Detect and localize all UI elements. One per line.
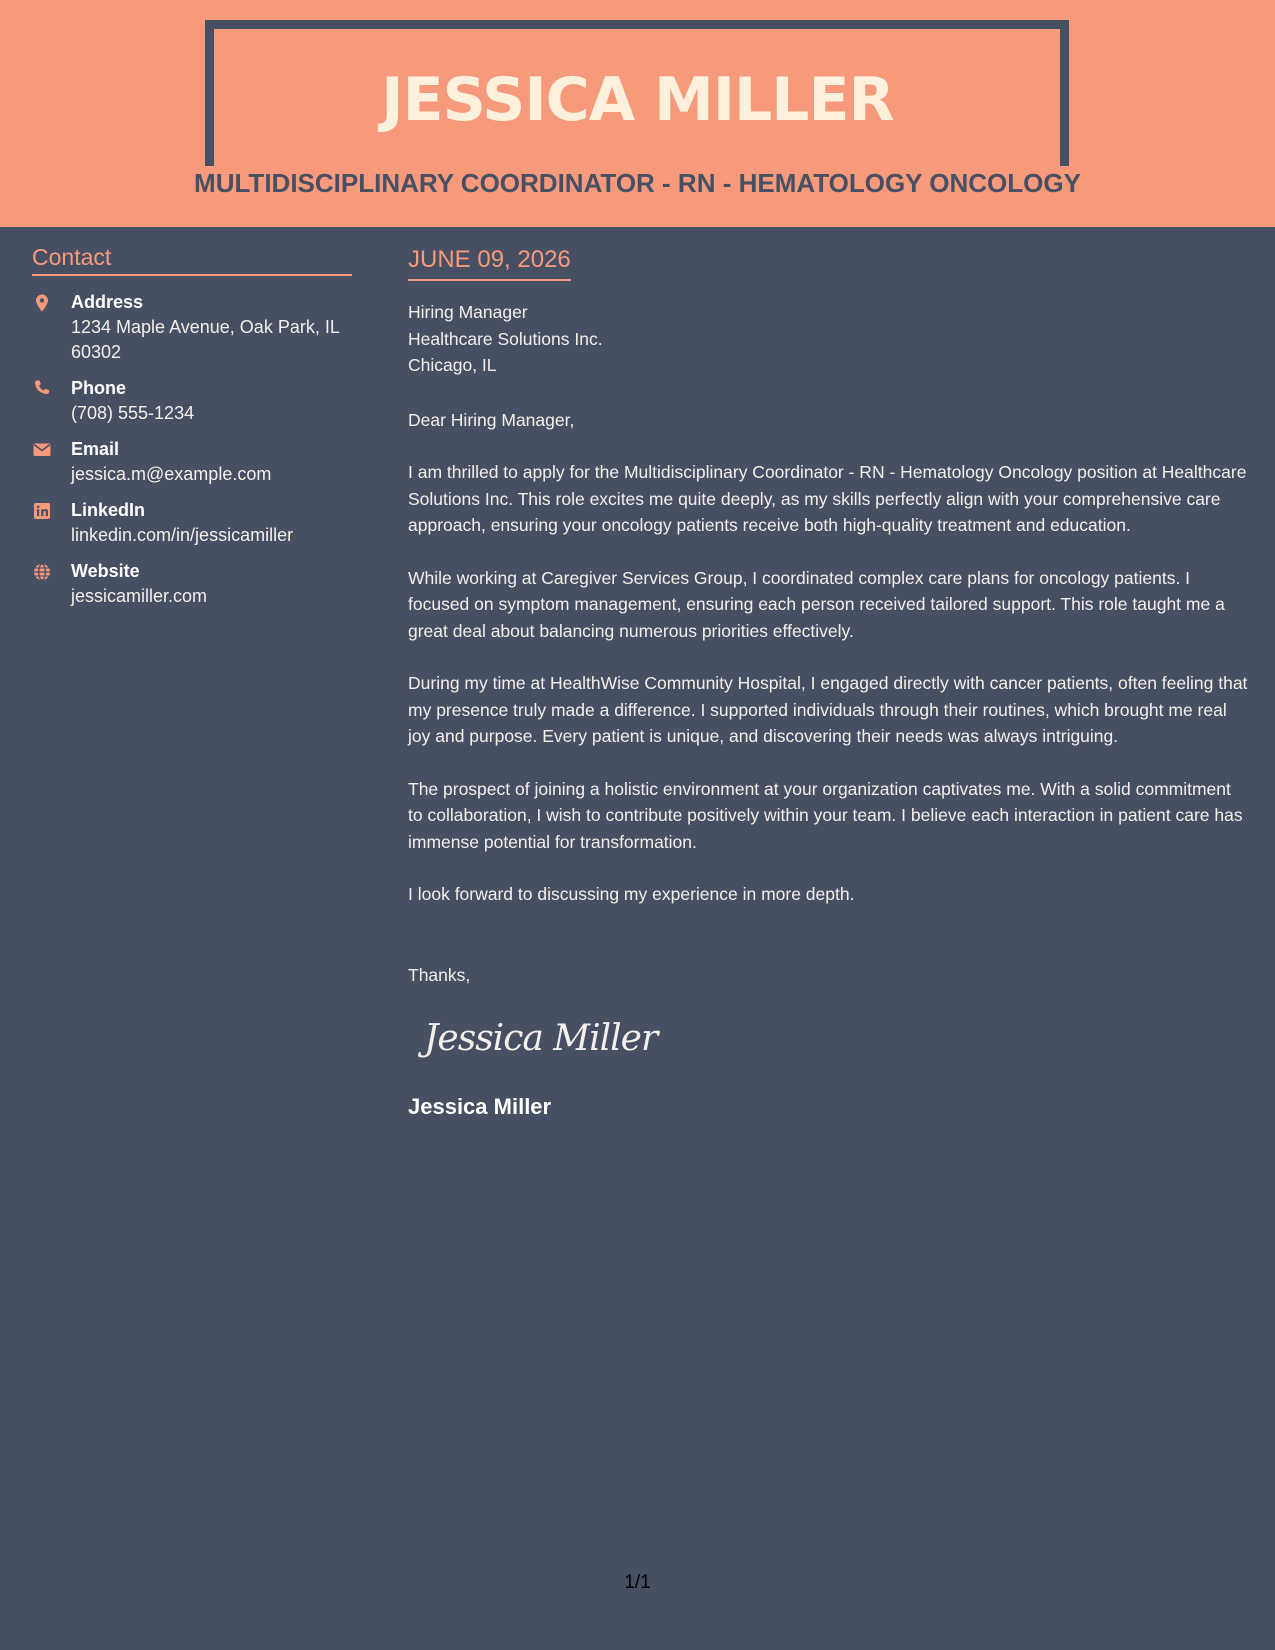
- paragraph: While working at Caregiver Services Group, I coordinated complex care plans for oncology patients. I focused on symptom management, ensuring each person received tailored support. This role taught me a great deal about balancing numerous priorities effectively.: [408, 567, 1225, 641]
- paragraph: During my time at HealthWise Community Hospital, I engaged directly with cancer patients, often feeling that my presence truly made a difference. I supported individuals through their routines, which brought me real joy and purpose. Every patient is unique, and discovering their needs was always intriguing.: [408, 673, 1248, 746]
- map-pin-icon: [32, 293, 52, 313]
- salutation: Dear Hiring Manager,: [408, 409, 575, 430]
- contact-heading: Contact: [32, 242, 352, 276]
- signature: Jessica Miller: [424, 1018, 658, 1059]
- letter-body: [408, 244, 1248, 1122]
- signed-name: Jessica Miller: [408, 1094, 552, 1119]
- recipient-line: Hiring Manager: [408, 302, 528, 322]
- paragraph: I am thrilled to apply for the Multidisciplinary Coordinator - RN - Hematology Oncology position at Healthcare Solutions Inc. This role excites me quite deeply, as my skills perfectly align with your comprehensive care approach, ensuring your oncology patients receive both high-quality treatment and education.: [408, 462, 1247, 535]
- contact-label: Website: [71, 561, 140, 581]
- contact-item-linkedin: [32, 498, 352, 548]
- contact-value: 1234 Maple Avenue, Oak Park, IL 60302: [71, 317, 340, 362]
- envelope-icon: [32, 440, 52, 460]
- letter-date: JUNE 09, 2026: [408, 244, 571, 281]
- recipient-line: Chicago, IL: [408, 355, 497, 375]
- paragraph: I look forward to discussing my experience in more depth.: [408, 884, 855, 904]
- contact-item-phone: [32, 376, 352, 426]
- globe-icon: [32, 562, 52, 582]
- page-number: 1/1: [624, 1572, 651, 1593]
- phone-icon: [32, 379, 52, 399]
- contact-label: LinkedIn: [71, 500, 146, 520]
- paragraph: The prospect of joining a holistic environment at your organization captivates me. With a solid commitment to collaboration, I wish to contribute positively within your team. I believe each interaction in patient care has immense potential for transformation.: [408, 778, 1243, 852]
- job-title-text: MULTIDISCIPLINARY COORDINATOR - RN - HEMATOLOGY ONCOLOGY: [188, 168, 1087, 198]
- linkedin-icon: [32, 501, 52, 521]
- contact-label: Phone: [71, 378, 127, 398]
- contact-item-address: [32, 290, 352, 365]
- contact-item-website: [32, 559, 352, 609]
- contact-label: Address: [71, 292, 144, 312]
- job-title: [0, 166, 1275, 200]
- contact-list: [32, 290, 352, 609]
- contact-value: linkedin.com/in/jessicamiller: [71, 525, 294, 545]
- applicant-name: JESSICA MILLER: [381, 65, 894, 135]
- closing: Thanks,: [408, 964, 471, 985]
- contact-value: jessica.m@example.com: [71, 464, 272, 484]
- contact-value: (708) 555-1234: [71, 403, 195, 423]
- contact-label: Email: [71, 439, 120, 459]
- contact-sidebar: [32, 242, 352, 620]
- header-band: [0, 0, 1275, 227]
- contact-item-email: [32, 437, 352, 487]
- recipient-block: [408, 299, 1248, 379]
- contact-value: jessicamiller.com: [71, 586, 208, 606]
- recipient-line: Healthcare Solutions Inc.: [408, 328, 603, 349]
